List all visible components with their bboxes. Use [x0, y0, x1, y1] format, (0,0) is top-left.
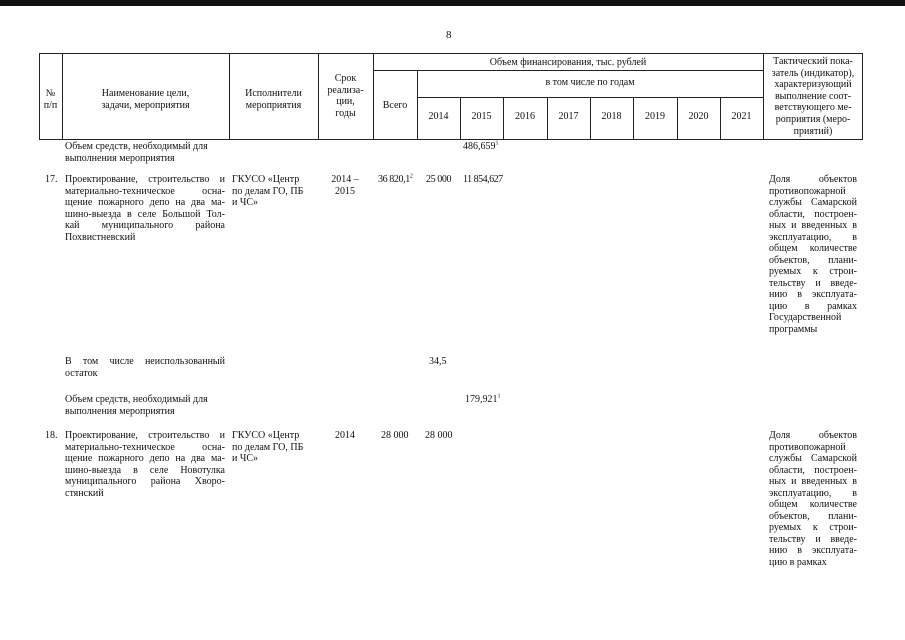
header-by-years: в том числе по годам: [545, 77, 635, 88]
row-18-num: 18.: [45, 430, 58, 441]
page-number: 8: [446, 29, 452, 41]
row-17-indicator: Доля объектов противопожарной службы Самарской области, построен-ных и введенных в эксплуатацию, в общем количестве объектов, плани-руемых к строи-тельству и введе-нию в эксплуата-цию в рамках Государственной программы: [769, 174, 857, 335]
header-bottom-border: [39, 139, 862, 140]
row-17-total: 36 820,1$^2$: [378, 173, 413, 185]
header-name: Наименование цели, задачи, мероприятия: [101, 88, 190, 111]
row-17-2014: 25 000: [426, 174, 452, 185]
header-year-2021: 2021: [731, 111, 752, 122]
page-top-border: [0, 0, 905, 6]
row-needed-mid-label: Объем средств, необходимый для выполнения мероприятия: [65, 394, 208, 417]
row-17-executor: ГКУСО «Центр по делам ГО, ПБ и ЧС»: [232, 174, 304, 208]
header-funding: Объем финансирования, тыс. рублей: [489, 57, 647, 68]
row-17-name: Проектирование, строительство и материально-техническое осна-щение пожарного депо на два ма-шино-выезда в селе Большой Тол-кай муниципального района Похвистневский: [65, 174, 225, 243]
row-unused-2014: 34,5: [429, 356, 447, 367]
row-17-term: 2014 – 2015: [331, 174, 359, 197]
row-18-term: 2014: [335, 430, 355, 441]
header-term: Срок реализа- ции, годы: [327, 73, 364, 119]
row-18-name: Проектирование, строительство и материально-техническое осна-щение пожарного депо на два ма-шино-выезда в селе Новотулка муниципального района Хворо-стянский: [65, 430, 225, 499]
row-18-total: 28 000: [381, 430, 409, 441]
header-year-2020: 2020: [688, 111, 709, 122]
row-18-2014: 28 000: [425, 430, 453, 441]
header-total: Всего: [382, 100, 408, 111]
row-17-2015: 11 854,627: [463, 174, 503, 185]
row-17-num: 17.: [45, 174, 58, 185]
row-18-executor: ГКУСО «Центр по делам ГО, ПБ и ЧС»: [232, 430, 304, 464]
funding-header-divider: [373, 70, 763, 71]
header-year-2014: 2014: [428, 111, 449, 122]
col-border: [862, 53, 863, 140]
header-year-2019: 2019: [645, 111, 665, 122]
row-18-indicator: Доля объектов противопожарной службы Самарской области, построен-ных и введенных в эксплуатацию, в общем количестве объектов, плани-руемых к строи-тельству и введе-нию в эксплуата-цию в рамках: [769, 430, 857, 568]
header-indicator: Тактический пока- затель (индикатор), характеризующий выполнение соот- ветствующего ме- роприятия (меро- приятий): [771, 56, 855, 137]
row-unused-label: В том числе неиспользованный остаток: [65, 356, 225, 379]
header-year-2015: 2015: [471, 111, 492, 122]
row-needed-2015: 486,659$^1$: [463, 140, 499, 152]
row-needed-mid-2015: 179,921$^1$: [465, 393, 501, 405]
table-top-border: [39, 53, 862, 54]
header-year-2016: 2016: [515, 111, 535, 122]
header-year-2018: 2018: [601, 111, 622, 122]
header-num: № п/п: [43, 88, 58, 111]
header-year-2017: 2017: [558, 111, 579, 122]
header-executors: Исполнители мероприятия: [245, 88, 302, 111]
row-needed-label: Объем средств, необходимый для выполнения мероприятия: [65, 141, 208, 164]
